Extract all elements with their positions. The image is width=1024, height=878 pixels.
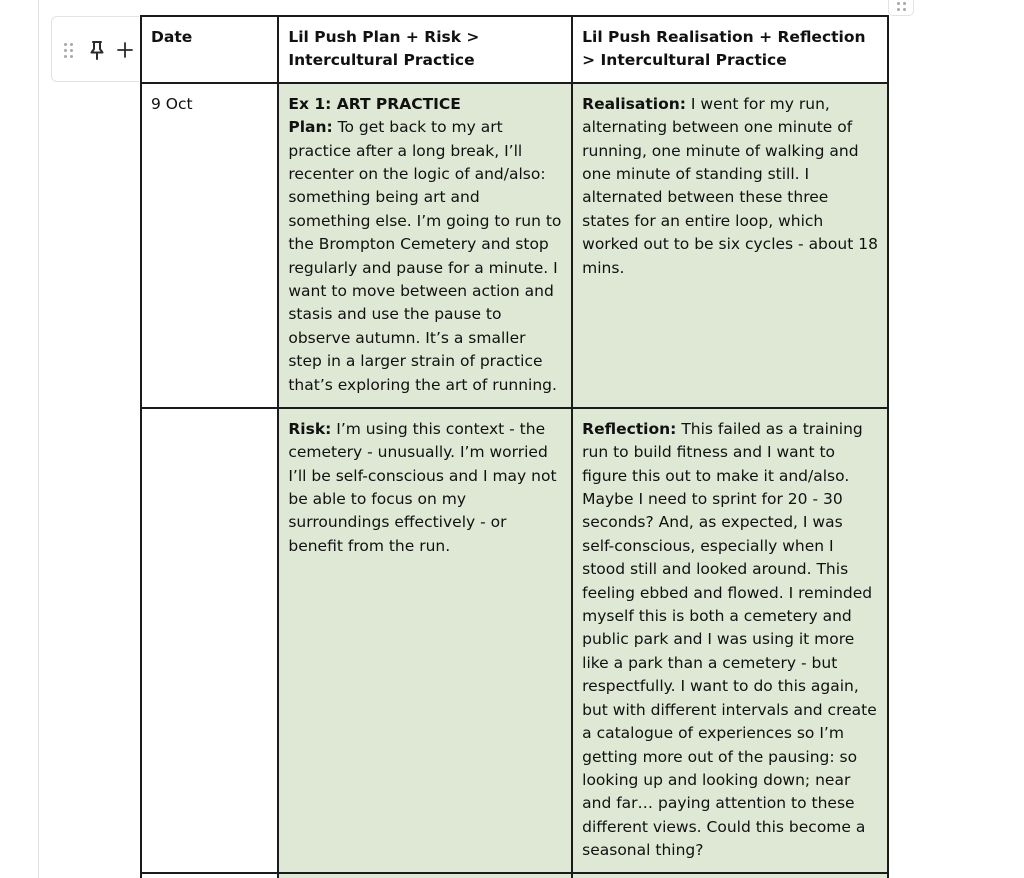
header-date[interactable]: Date xyxy=(141,16,278,83)
lil-push-table xyxy=(140,15,889,878)
row-toolbar xyxy=(51,16,139,82)
table-header-row xyxy=(141,16,888,83)
realisation-label: Realisation: xyxy=(582,94,686,113)
realisation-text: I went for my run, alternating between one minute of running, one minute of walking and one minute of standing still. I alternated between these three states for an entire loop, which worked out to be six cycles - about 18 mins. xyxy=(582,94,878,277)
realisation-cell[interactable] xyxy=(572,83,888,408)
plan-cell[interactable] xyxy=(278,83,572,408)
realisation-cell[interactable] xyxy=(572,873,888,878)
date-cell[interactable]: 9 Oct xyxy=(141,83,278,408)
risk-label: Risk: xyxy=(288,419,332,438)
header-realisation-reflection[interactable]: Lil Push Realisation + Reflection > Intercultural Practice xyxy=(572,16,888,83)
risk-cell[interactable] xyxy=(278,408,572,873)
reflection-text: This failed as a training run to build fitness and I want to figure this out to make it and/also. Maybe I need to sprint for 20 - 30 seconds? And, as expected, I was self-conscious, especially when I stood still and looked around. This feeling ebbed and flowed. I reminded myself this is both a cemetery and public park and I was using it more like a park than a cemetery - but respectfully. I want to do this again, but with different intervals and create a catalogue of experiences so I’m getting more out of the pausing: so looking up and looking down; near and far… paying attention to these different views. Could this become a seasonal thing? xyxy=(582,419,877,860)
plan-text: To get back to my art practice after a long break, I’ll recenter on the logic of and/also: something being art and something else. I’m going to run to the Brompton Cemetery and stop regularly and pause for a minute. I want to move between action and stasis and use the pause to observe autumn. It’s a smaller step in a larger strain of practice that’s exploring the art of running. xyxy=(288,118,562,394)
date-cell[interactable] xyxy=(141,873,278,878)
plus-icon[interactable] xyxy=(116,39,134,61)
column-handle[interactable] xyxy=(888,0,914,16)
risk-text: I’m using this context - the cemetery - unusually. I’m worried I’ll be self-conscious and I may not be able to focus on my surroundings effectively - or benefit from the run. xyxy=(288,419,557,555)
drag-handle-icon[interactable] xyxy=(897,2,906,11)
drag-handle-icon[interactable] xyxy=(64,43,73,58)
table-row xyxy=(141,873,888,878)
table-row xyxy=(141,83,888,408)
header-plan-risk[interactable]: Lil Push Plan + Risk > Intercultural Practice xyxy=(278,16,572,83)
date-cell[interactable] xyxy=(141,408,278,873)
page-margin-line xyxy=(38,0,39,878)
plan-cell[interactable] xyxy=(278,873,572,878)
exercise-title: Ex 1: ART PRACTICE xyxy=(288,94,461,113)
pin-icon[interactable] xyxy=(88,39,106,61)
table-row xyxy=(141,408,888,873)
reflection-label: Reflection: xyxy=(582,419,677,438)
plan-label: Plan: xyxy=(288,118,333,137)
reflection-cell[interactable] xyxy=(572,408,888,873)
